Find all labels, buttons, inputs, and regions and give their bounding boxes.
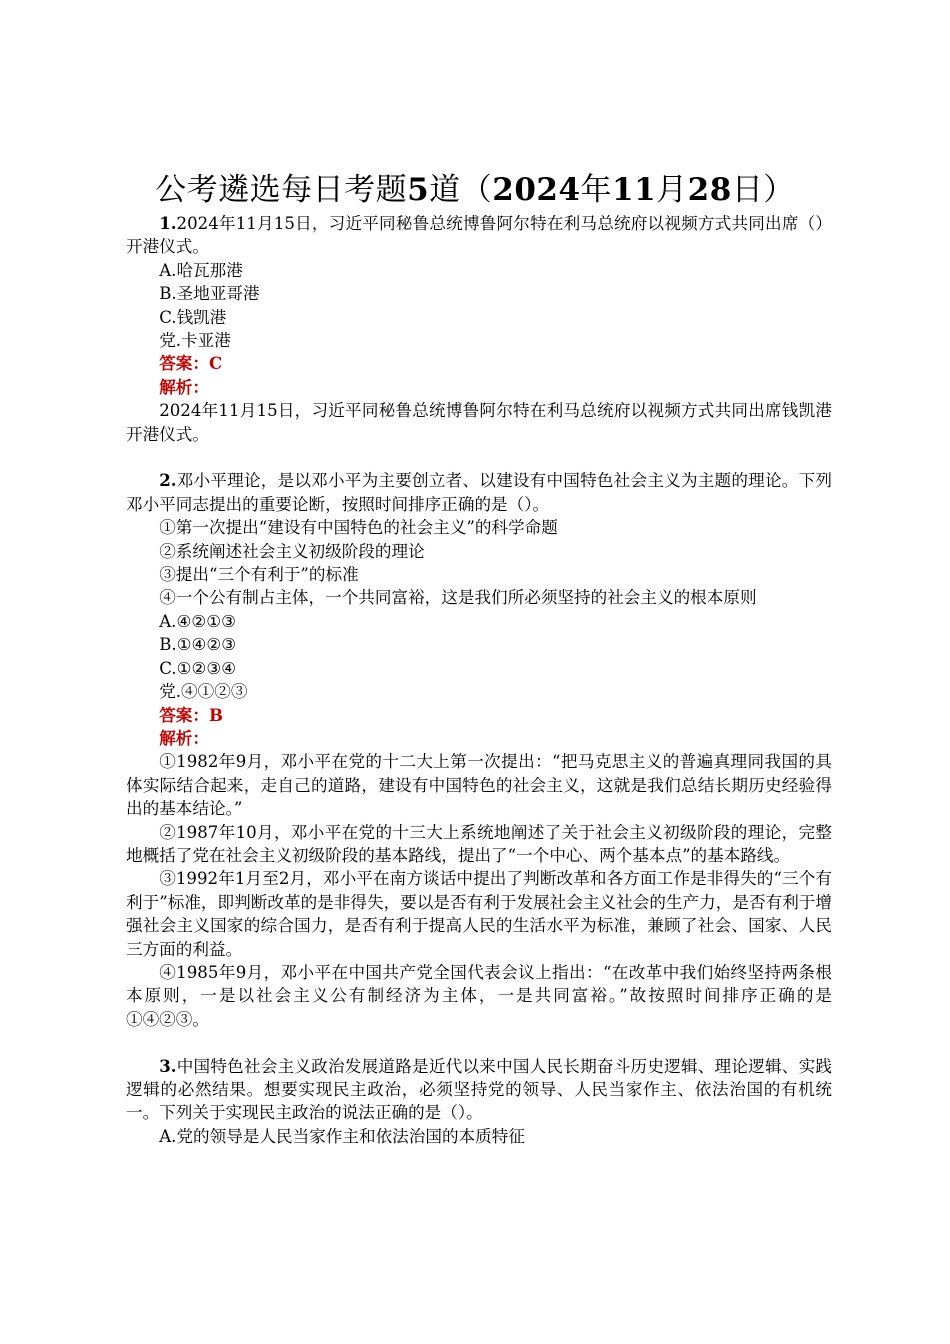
question-2-option-c: C.①②③④ xyxy=(159,658,237,678)
question-1-stem xyxy=(126,212,832,259)
question-1-text: 2024年11月15日，习近平同秘鲁总统博鲁阿尔特在利马总统府以视频方式共同出席（）开港仪式。 xyxy=(126,214,832,257)
question-2-item-3: ③提出“三个有利于”的标准 xyxy=(159,565,359,585)
question-2-number: 2. xyxy=(159,470,177,491)
title-yue: 月 xyxy=(656,172,688,208)
question-2-analysis-2: ②1987年10月，邓小平在党的十三大上系统地阐述了关于社会主义初级阶段的理论，完整地概括了党在社会主义初级阶段的基本路线，提出了“一个中心、两个基本点”的基本路线。 xyxy=(126,822,832,865)
question-2-item-2: ②系统阐述社会主义初级阶段的理论 xyxy=(159,541,425,561)
question-1-option-b: B.圣地亚哥港 xyxy=(159,284,260,304)
title-count: 5 xyxy=(407,172,430,208)
question-1-analysis-label: 解析： xyxy=(159,376,209,397)
question-2-item-1: ①第一次提出“建设有中国特色的社会主义”的科学命题 xyxy=(159,518,558,538)
question-2-analysis-3: ③1992年1月至2月，邓小平在南方谈话中提出了判断改革和各方面工作是非得失的“三个有利于”标准，即判断改革的是非得失，要以是否有利于发展社会主义社会的生产力，是否有利于增强社会主义国家的综合国力，是否有利于提高人民的生活水平为标准，兼顾了社会、国家、人民三方面的利益。 xyxy=(126,869,832,959)
question-2-text: 邓小平理论，是以邓小平为主要创立者、以建设有中国特色社会主义为主题的理论。下列邓小平同志提出的重要论断，按照时间排序正确的是（）。 xyxy=(126,471,832,514)
title-mid: 道（ xyxy=(429,172,493,208)
question-2-item-4: ④一个公有制占主体，一个共同富裕，这是我们所必须坚持的社会主义的根本原则 xyxy=(159,588,757,608)
question-2-option-d: 党.④①②③ xyxy=(159,682,248,702)
question-1-option-a: A.哈瓦那港 xyxy=(159,260,243,280)
question-2-option-a: A.④②①③ xyxy=(159,611,236,631)
question-2-option-b: B.①④②③ xyxy=(159,635,237,655)
question-3-text: 中国特色社会主义政治发展道路是近代以来中国人民长期奋斗历史逻辑、理论逻辑、实践逻辑的必然结果。想要实现民主政治，必须坚持党的领导、人民当家作主、依法治国的有机统一。下列关于实现民主政治的说法正确的是（）。 xyxy=(126,1056,832,1123)
title-prefix: 公考遴选每日考题 xyxy=(155,172,408,208)
page-title xyxy=(0,170,950,210)
question-3-option-a: A.党的领导是人民当家作主和依法治国的本质特征 xyxy=(159,1126,525,1146)
title-day: 28 xyxy=(687,172,732,208)
question-2-answer: 答案：B xyxy=(159,704,223,725)
question-1-answer: 答案：C xyxy=(159,353,223,374)
question-3-stem xyxy=(126,1055,832,1125)
spacer xyxy=(126,446,832,469)
question-2-analysis-4: ④1985年9月，邓小平在中国共产党全国代表会议上指出：“在改革中我们始终坚持两条根本原则，一是以社会主义公有制经济为主体，一是共同富裕。”故按照时间排序正确的是①④②③。 xyxy=(126,962,832,1029)
title-year: 2024 xyxy=(492,172,581,208)
spacer xyxy=(126,1031,832,1054)
question-1-option-d: 党.卡亚港 xyxy=(159,331,231,351)
title-nian: 年 xyxy=(580,172,613,208)
question-2-analysis-label: 解析： xyxy=(159,727,209,748)
question-2-stem xyxy=(126,469,832,516)
question-1-option-c: C.钱凯港 xyxy=(159,307,227,327)
question-content xyxy=(126,212,832,1148)
title-suffix: 日） xyxy=(731,172,795,208)
question-1-analysis: 2024年11月15日，习近平同秘鲁总统博鲁阿尔特在利马总统府以视频方式共同出席钱凯港开港仪式。 xyxy=(126,401,832,444)
question-1-number: 1. xyxy=(159,213,177,233)
question-3-number: 3. xyxy=(159,1055,177,1076)
title-month: 11 xyxy=(612,172,657,208)
question-2-analysis-1: ①1982年9月，邓小平在党的十二大上第一次提出：“把马克思主义的普遍真理同我国的具体实际结合起来，走自己的道路，建设有中国特色的社会主义，这就是我们总结长期历史经验得出的基本结论。” xyxy=(126,752,832,819)
